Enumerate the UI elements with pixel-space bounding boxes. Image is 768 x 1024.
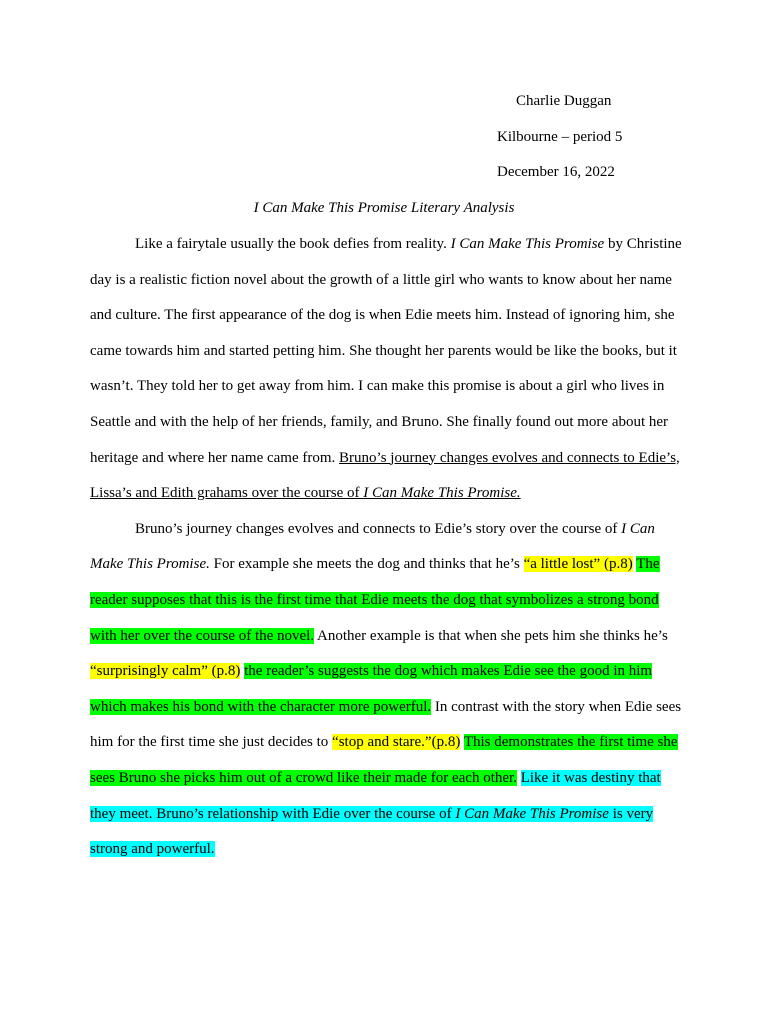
intro-summary: by Christine day is a realistic fiction novel about the growth of a little girl who wants to know about her name and culture. The first appearance of the dog is when Edie meets him. Instead of ignoring him, she came towards him and started petting him. She thought her parents would be like the books, but it wasn’t. They told her to get away from him. I can make this promise is about a girl who lives in Seattle and with the help of her friends, family, and Bruno. She finally found out more about her heritage and where her name came from. [90,236,682,466]
essay-title: I Can Make This Promise Literary Analysis [253,200,515,216]
concluding-text-1: Like it was destiny that they meet. Bruno’s relationship with Edie over the course of [90,769,661,822]
concluding-book-title: I Can Make This Promise [455,805,609,822]
paragraph-body [90,512,684,868]
thesis-statement: Bruno’s journey changes evolves and connects to Edie’s, Lissa’s and Edith grahams over the course of [90,449,680,502]
topic-sentence: Bruno’s journey changes evolves and connects to Edie’s story over the course of [135,520,622,537]
book-title-italic: I Can Make This Promise [450,236,605,252]
example-lead-2: Another example is that when she pets him she thinks he’s [314,627,668,644]
essay-date: December 16, 2022 [497,164,615,181]
example-lead-3: In contrast with the story when Edie sees him for the first time she just decides to [90,698,682,751]
header-block [497,84,622,191]
thesis-book-title: I Can Make This Promise. [363,485,521,502]
paragraph-introduction [90,227,684,512]
author-name: Charlie Duggan [516,93,612,109]
quote-highlight-3: “stop and stare.”(p.8) [332,734,461,751]
topic-book-title: I Can Make This Promise. [90,520,655,573]
example-lead-1: For example she meets the dog and thinks that he’s [209,556,524,573]
concluding-text-2: is very strong and powerful. [90,805,654,858]
quote-highlight-2: “surprisingly calm” (p.8) [90,663,241,680]
intro-sentence: Like a fairytale usually the book defies from reality. [135,236,451,252]
analysis-highlight-1: The reader supposes that this is the first time that Edie meets the dog that symbolizes a strong bond with her over the course of the novel. [90,556,660,644]
class-period: Kilbourne – period 5 [497,128,623,145]
quote-highlight-1: “a little lost” (p.8) [523,556,633,573]
essay-body [90,227,684,868]
analysis-highlight-2: the reader’s suggests the dog which makes Edie see the good in him which makes his bond with the character more powerful. [90,663,653,715]
analysis-highlight-3: This demonstrates the first time she sees Bruno she picks him out of a crowd like their made for each other. [90,734,678,786]
